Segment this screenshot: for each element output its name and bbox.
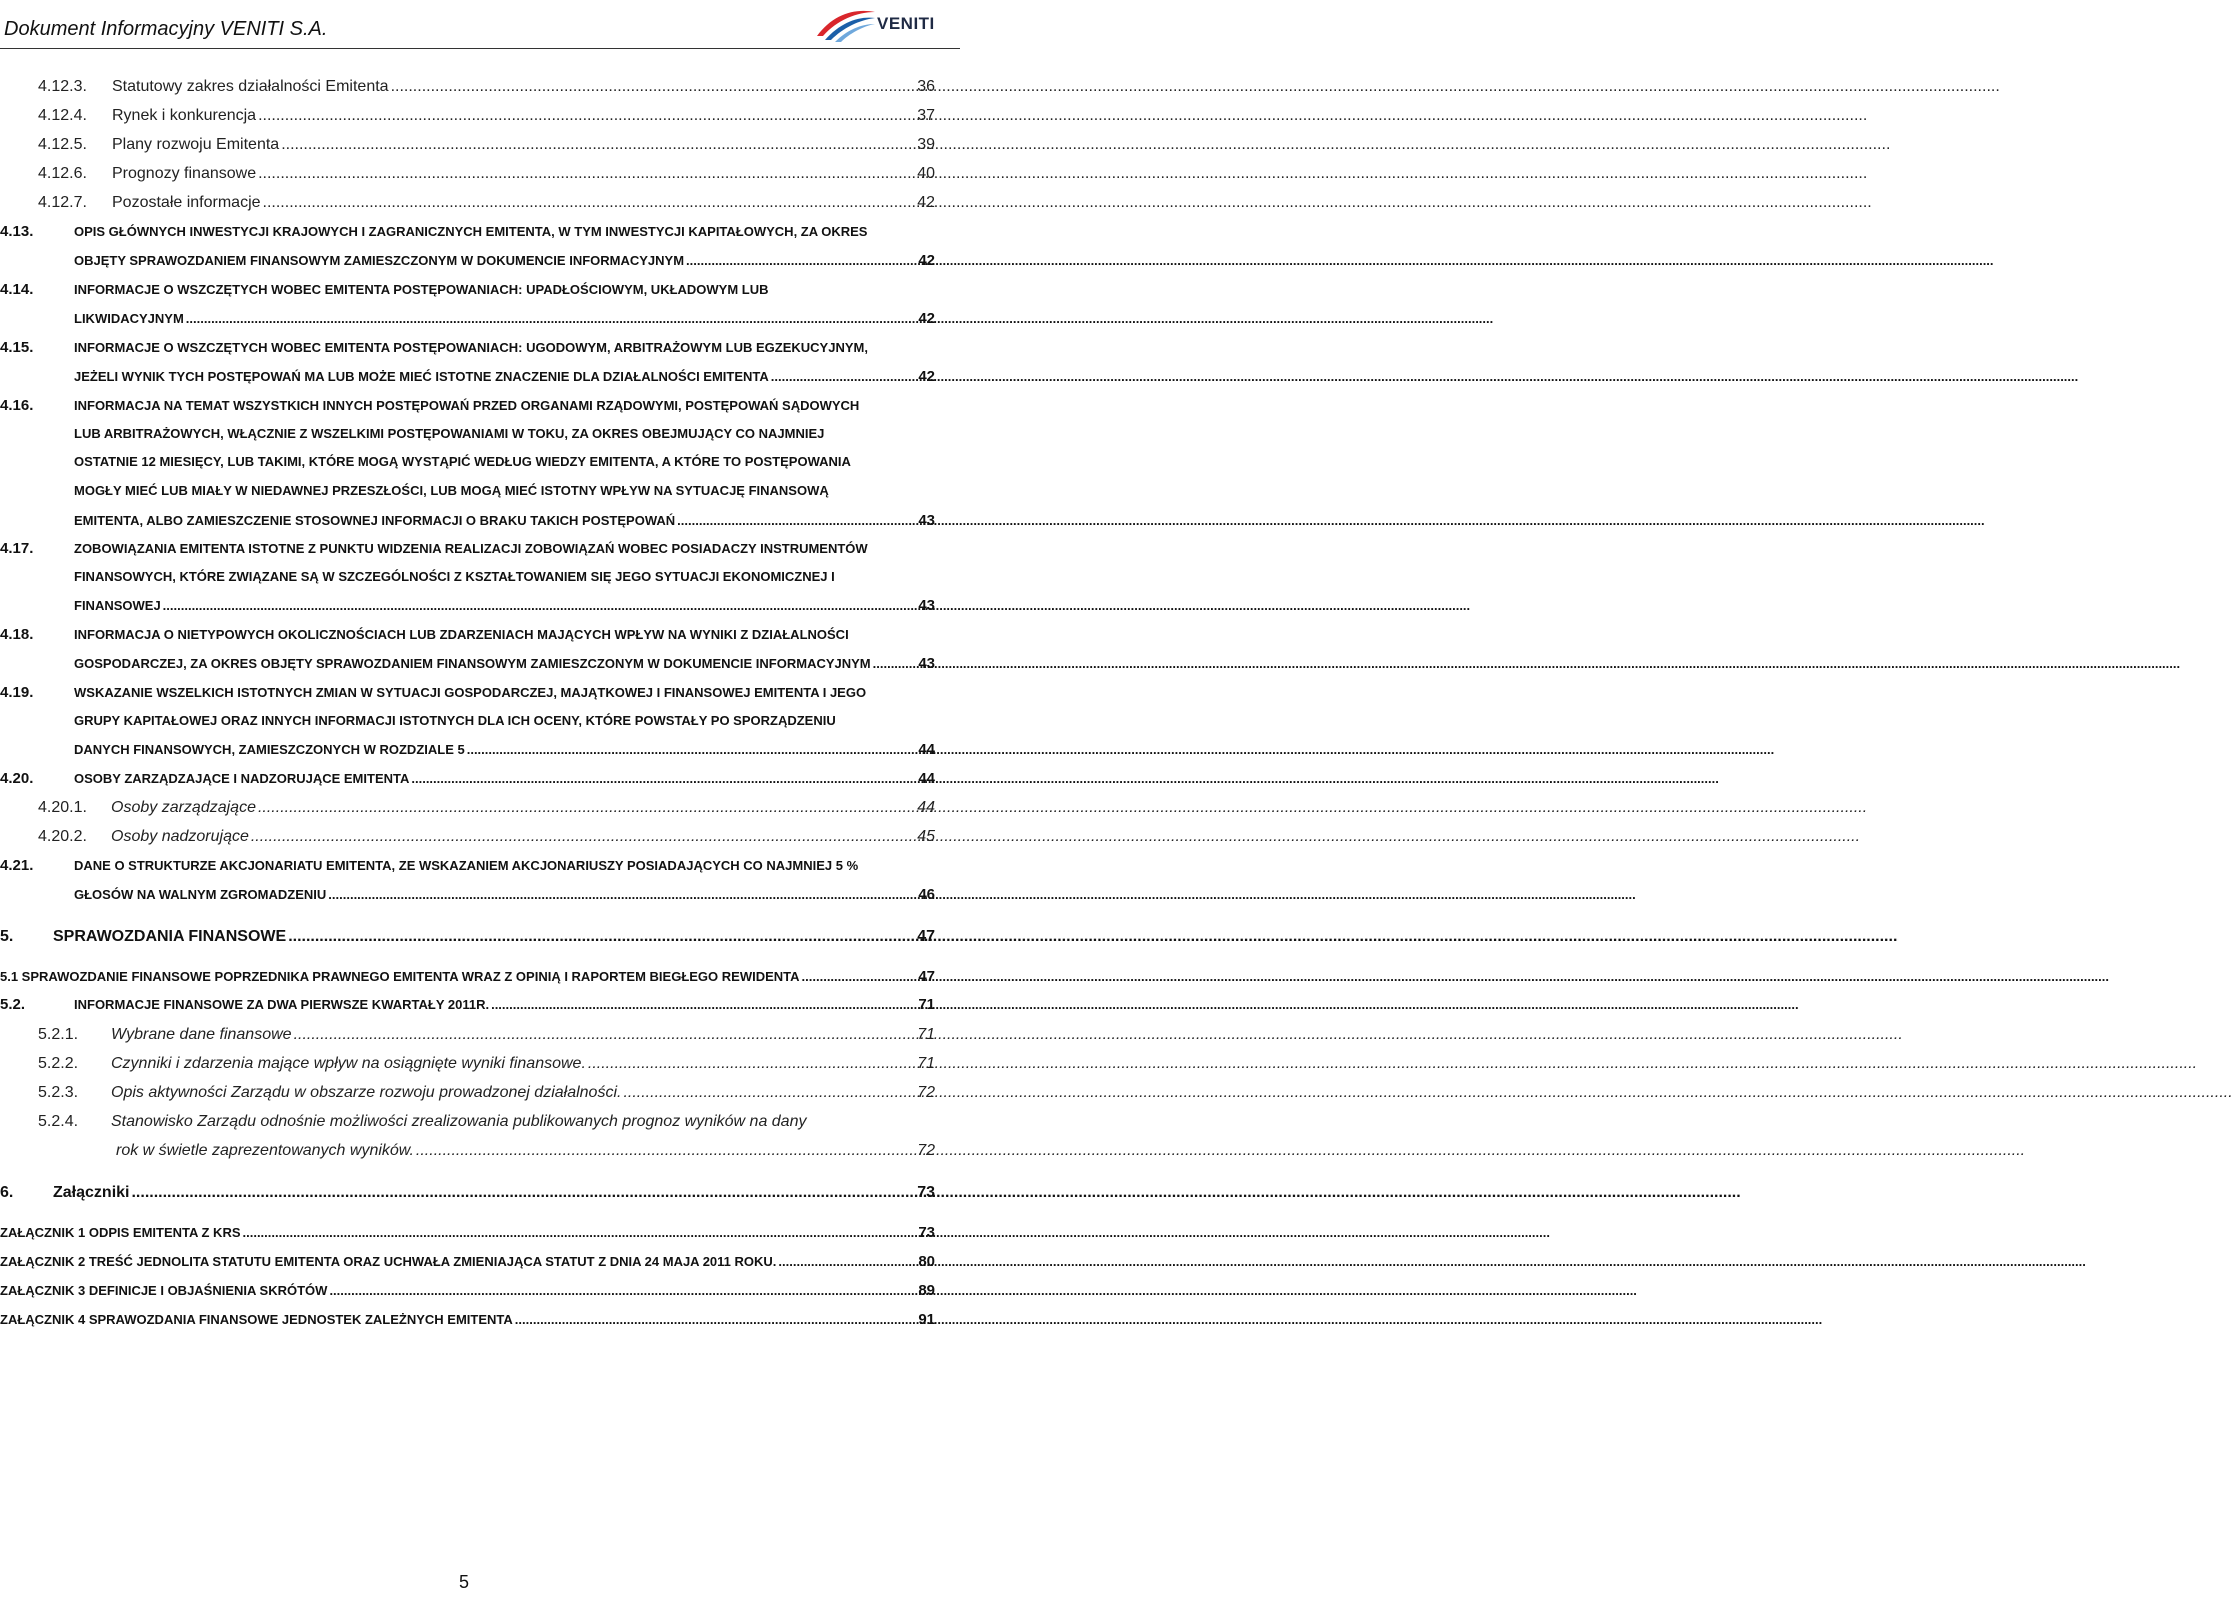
toc-leader-dots <box>251 828 915 846</box>
toc-leader-dots <box>623 1084 915 1102</box>
toc-entry-title: OSOBY ZARZĄDZAJĄCE I NADZORUJĄCE EMITENTA <box>74 771 410 786</box>
toc-entry[interactable] <box>0 339 935 356</box>
toc-entry-continuation[interactable] <box>74 713 935 728</box>
toc-page-number: 46 <box>918 886 935 903</box>
toc-entry-title: Wybrane dane finansowe <box>111 1026 292 1043</box>
toc-entry-number: 4.13. <box>0 223 34 240</box>
toc-leader-dots <box>329 1283 916 1298</box>
toc-entry-number: 4.20.2. <box>38 828 87 845</box>
toc-entry-title: Stanowisko Zarządu odnośnie możliwości zrealizowania publikowanych prognoz wyników na dany <box>111 1113 807 1130</box>
toc-entry[interactable] <box>0 281 935 298</box>
toc-entry-title: Czynniki i zdarzenia mające wpływ na osiągnięte wyniki finansowe. <box>111 1055 586 1072</box>
toc-entry-continuation[interactable] <box>74 483 935 498</box>
toc-leader-dots <box>258 107 915 125</box>
toc-page-number: 47 <box>917 928 935 945</box>
toc-leader-dots <box>186 311 917 326</box>
toc-entry-number: 5.2.1. <box>38 1026 79 1043</box>
toc-entry-title: MOGŁY MIEĆ LUB MIAŁY W NIEDAWNEJ PRZESZŁOŚCI, LUB MOGĄ MIEĆ ISTOTNY WPŁYW NA SYTUACJĘ FINANSOWĄ <box>74 483 829 499</box>
toc-entry-title: EMITENTA, ALBO ZAMIESZCZENIE STOSOWNEJ INFORMACJI O BRAKU TAKICH POSTĘPOWAŃ <box>74 512 676 528</box>
logo-wordmark: VENITI <box>877 14 935 33</box>
toc-entry-title: INFORMACJE O WSZCZĘTYCH WOBEC EMITENTA POSTĘPOWANIACH: UGODOWYM, ARBITRAŻOWYM LUB EGZEKUCYJNYM, <box>74 340 868 355</box>
toc-entry-continuation[interactable] <box>74 655 935 672</box>
toc-leader-dots <box>391 78 916 96</box>
toc-entry-number: 5.2. <box>0 996 26 1013</box>
toc-entry[interactable] <box>0 1311 935 1328</box>
toc-entry[interactable] <box>0 223 935 240</box>
toc-entry-title: JEŻELI WYNIK TYCH POSTĘPOWAŃ MA LUB MOŻE MIEĆ ISTOTNE ZNACZENIE DLA DZIAŁALNOŚCI EMITENTA <box>74 369 769 384</box>
toc-entry-number: 4.20. <box>0 770 34 787</box>
toc-page-number: 45 <box>917 828 935 845</box>
toc-leader-dots <box>771 369 917 384</box>
page-number: 5 <box>459 1572 470 1592</box>
toc-page-number: 71 <box>917 1026 935 1043</box>
toc-leader-dots <box>258 165 915 183</box>
toc-entry[interactable] <box>38 136 935 154</box>
toc-entry-number: 4.12.3. <box>38 78 87 95</box>
toc-entry[interactable] <box>0 1253 935 1270</box>
toc-entry-title: Rynek i konkurencja <box>112 107 257 124</box>
logo-swoosh-icon <box>815 6 877 44</box>
toc-entry-title: Osoby zarządzające <box>111 799 256 816</box>
toc-entry-title: SPRAWOZDANIA FINANSOWE <box>53 928 287 945</box>
header-divider <box>0 48 960 49</box>
toc-page-number: 72 <box>917 1142 935 1159</box>
toc-entry-number: 4.12.7. <box>38 194 87 211</box>
toc-entry-title: Statutowy zakres działalności Emitenta <box>112 78 389 95</box>
toc-entry-number: 5.2.2. <box>38 1055 79 1072</box>
toc-leader-dots <box>294 1026 916 1044</box>
toc-page-number: 42 <box>917 194 935 211</box>
toc-page-number: 42 <box>918 252 935 269</box>
toc-entry-number: 4.14. <box>0 281 34 298</box>
toc-entry-continuation[interactable] <box>116 1142 935 1160</box>
toc-page-number: 44 <box>918 770 935 787</box>
toc-entry-number: 4.20.1. <box>38 799 87 816</box>
toc-leader-dots <box>778 1254 916 1269</box>
toc-entry-number: 4.12.4. <box>38 107 87 124</box>
toc-leader-dots <box>515 1312 917 1327</box>
toc-page-number: 36 <box>917 78 935 95</box>
toc-leader-dots <box>677 513 916 528</box>
toc-leader-dots <box>588 1055 915 1073</box>
toc-entry-number: 4.21. <box>0 857 34 874</box>
toc-entry-number: 5.2.4. <box>38 1113 79 1130</box>
toc-entry[interactable] <box>0 968 935 985</box>
toc-page-number: 72 <box>917 1084 935 1101</box>
toc-entry-number: 5.2.3. <box>38 1084 79 1101</box>
toc-entry-title: OSTATNIE 12 MIESIĘCY, LUB TAKIMI, KTÓRE MOGĄ WYSTĄPIĆ WEDŁUG WIEDZY EMITENTA, A KTÓRE TO POSTĘPOWANIA <box>74 454 851 470</box>
toc-entry-title: INFORMACJA O NIETYPOWYCH OKOLICZNOŚCIACH LUB ZDARZENIACH MAJĄCYCH WPŁYW NA WYNIKI Z DZIAŁALNOŚCI <box>74 627 849 642</box>
toc-entry[interactable] <box>38 165 935 183</box>
toc-page-number: 80 <box>918 1253 935 1270</box>
toc-leader-dots <box>416 1142 915 1160</box>
toc-entry-title: ZOBOWIĄZANIA EMITENTA ISTOTNE Z PUNKTU WIDZENIA REALIZACJI ZOBOWIĄZAŃ WOBEC POSIADACZY INSTRUMENTÓW <box>74 541 868 556</box>
toc-entry[interactable] <box>0 397 935 414</box>
toc-leader-dots <box>411 771 916 786</box>
toc-page-number: 89 <box>918 1282 935 1299</box>
toc-entry-continuation[interactable] <box>74 597 935 614</box>
toc-entry-title: Plany rozwoju Emitenta <box>112 136 280 153</box>
toc-leader-dots <box>467 742 917 757</box>
document-header <box>0 0 960 50</box>
toc-page-number: 37 <box>917 107 935 124</box>
toc-leader-dots <box>258 799 915 817</box>
toc-entry[interactable] <box>38 1026 935 1044</box>
toc-entry[interactable] <box>0 684 935 701</box>
toc-entry-title: GŁOSÓW NA WALNYM ZGROMADZENIU <box>74 887 327 902</box>
toc-entry-number: 4.15. <box>0 339 34 356</box>
toc-entry[interactable] <box>38 78 935 96</box>
toc-entry[interactable] <box>38 1113 935 1131</box>
toc-entry[interactable] <box>0 1224 935 1241</box>
toc-entry-title: ZAŁĄCZNIK 1 ODPIS EMITENTA Z KRS <box>0 1225 241 1240</box>
toc-page-number: 43 <box>918 511 935 529</box>
toc-page-number: 47 <box>918 968 935 985</box>
toc-entry-number: 6. <box>0 1184 14 1201</box>
toc-entry-title: FINANSOWYCH, KTÓRE ZWIĄZANE SĄ W SZCZEGÓLNOŚCI Z KSZTAŁTOWANIEM SIĘ JEGO SYTUACJI EKONOMICZNEJ I <box>74 568 835 584</box>
toc-entry[interactable] <box>0 1184 935 1202</box>
toc-entry-title: Załączniki <box>53 1184 130 1201</box>
toc-page-number: 91 <box>918 1311 935 1328</box>
toc-entry-title: DANYCH FINANSOWYCH, ZAMIESZCZONYCH W ROZDZIALE 5 <box>74 742 465 758</box>
toc-entry[interactable] <box>38 1084 935 1102</box>
toc-page-number: 43 <box>918 655 935 672</box>
toc-entry[interactable] <box>0 770 935 787</box>
toc-entry-title: ZAŁĄCZNIK 3 DEFINICJE I OBJAŚNIENIA SKRÓTÓW <box>0 1283 328 1298</box>
toc-entry[interactable] <box>0 540 935 557</box>
toc-entry[interactable] <box>0 857 935 874</box>
toc-entry-title: rok w świetle zaprezentowanych wyników. <box>116 1142 414 1159</box>
toc-leader-dots <box>873 656 917 671</box>
toc-entry-title: 5.1 SPRAWOZDANIE FINANSOWE POPRZEDNIKA PRAWNEGO EMITENTA WRAZ Z OPINIĄ I RAPORTEM BIEGŁEGO REWIDENTA <box>0 969 800 984</box>
toc-entry-title: Prognozy finansowe <box>112 165 257 182</box>
toc-entry-title: Pozostałe informacje <box>112 194 261 211</box>
toc-entry-title: Opis aktywności Zarządu w obszarze rozwoju prowadzonej działalności. <box>111 1084 622 1101</box>
toc-entry-continuation[interactable] <box>74 310 935 327</box>
toc-entry-title: WSKAZANIE WSZELKICH ISTOTNYCH ZMIAN W SYTUACJI GOSPODARCZEJ, MAJĄTKOWEJ I FINANSOWEJ EMITENTA I JEGO <box>74 685 867 700</box>
toc-page-number: 42 <box>918 368 935 385</box>
toc-entry[interactable] <box>0 928 935 946</box>
toc-entry-title: GRUPY KAPITAŁOWEJ ORAZ INNYCH INFORMACJI ISTOTNYCH DLA ICH OCENY, KTÓRE POWSTAŁY PO SPORZĄDZENIU <box>74 712 836 728</box>
toc-entry-title: ZAŁĄCZNIK 4 SPRAWOZDANIA FINANSOWE JEDNOSTEK ZALEŻNYCH EMITENTA <box>0 1312 513 1327</box>
toc-entry[interactable] <box>38 828 935 846</box>
toc-page-number: 42 <box>918 310 935 327</box>
toc-entry[interactable] <box>0 996 935 1013</box>
toc-entry-title: DANE O STRUKTURZE AKCJONARIATU EMITENTA, ZE WSKAZANIEM AKCJONARIUSZY POSIADAJĄCYCH CO NAJMNIEJ 5 % <box>74 858 859 873</box>
toc-entry-title: LUB ARBITRAŻOWYCH, WŁĄCZNIE Z WSZELKIMI POSTĘPOWANIAMI W TOKU, ZA OKRES OBEJMUJĄCY CO NAJMNIEJ <box>74 425 825 441</box>
toc-page-number: 43 <box>918 597 935 615</box>
toc-entry-number: 4.18. <box>0 626 34 643</box>
toc-page-number: 71 <box>917 1055 935 1072</box>
toc-entry-continuation[interactable] <box>74 368 935 385</box>
toc-entry-title: INFORMACJE O WSZCZĘTYCH WOBEC EMITENTA POSTĘPOWANIACH: UPADŁOŚCIOWYM, UKŁADOWYM LUB <box>74 282 769 297</box>
toc-leader-dots <box>686 253 916 268</box>
toc-entry-continuation[interactable] <box>74 886 935 903</box>
toc-entry-number: 5. <box>0 928 14 945</box>
toc-leader-dots <box>328 887 916 902</box>
toc-leader-dots <box>263 194 916 212</box>
toc-entry-continuation[interactable] <box>74 252 935 269</box>
toc-page-number: 39 <box>917 136 935 153</box>
toc-page-number: 44 <box>917 799 935 816</box>
toc-entry-number: 4.12.5. <box>38 136 87 153</box>
toc-leader-dots <box>281 136 915 154</box>
document-title: Dokument Informacyjny VENITI S.A. <box>4 18 328 40</box>
toc-entry-number: 4.12.6. <box>38 165 87 182</box>
toc-entry[interactable] <box>38 194 935 212</box>
toc-entry-continuation[interactable] <box>74 512 935 529</box>
toc-page-number: 73 <box>918 1224 935 1241</box>
toc-entry-continuation[interactable] <box>74 454 935 469</box>
toc-entry[interactable] <box>0 1282 935 1299</box>
toc-entry-title: INFORMACJA NA TEMAT WSZYSTKICH INNYCH POSTĘPOWAŃ PRZED ORGANAMI RZĄDOWYMI, POSTĘPOWAŃ SĄDOWYCH <box>74 398 860 413</box>
toc-page-number: 73 <box>917 1184 935 1201</box>
toc-entry-title: INFORMACJE FINANSOWE ZA DWA PIERWSZE KWARTAŁY 2011R. <box>74 997 490 1012</box>
toc-entry-title: Osoby nadzorujące <box>111 828 249 845</box>
toc-leader-dots <box>802 969 917 984</box>
toc-entry-number: 4.19. <box>0 684 34 701</box>
toc-entry-title: ZAŁĄCZNIK 2 TREŚĆ JEDNOLITA STATUTU EMITENTA ORAZ UCHWAŁA ZMIENIAJĄCA STATUT Z DNIA 24 MAJA 2011 ROKU. <box>0 1254 777 1269</box>
toc-entry[interactable] <box>38 107 935 125</box>
toc-entry-title: GOSPODARCZEJ, ZA OKRES OBJĘTY SPRAWOZDANIEM FINANSOWYM ZAMIESZCZONYM W DOKUMENCIE INFORMACYJNYM <box>74 656 871 671</box>
toc-page-number: 71 <box>918 996 935 1013</box>
toc-page-number: 44 <box>918 741 935 759</box>
toc-entry[interactable] <box>38 799 935 817</box>
toc-entry-continuation[interactable] <box>74 569 935 584</box>
toc-leader-dots <box>491 997 916 1012</box>
toc-entry-title: LIKWIDACYJNYM <box>74 311 184 326</box>
toc-entry[interactable] <box>0 626 935 643</box>
toc-entry-number: 4.16. <box>0 397 34 414</box>
toc-entry-title: OPIS GŁÓWNYCH INWESTYCJI KRAJOWYCH I ZAGRANICZNYCH EMITENTA, W TYM INWESTYCJI KAPITAŁOWYCH, ZA OKRES <box>74 224 868 239</box>
toc-entry-title: OBJĘTY SPRAWOZDANIEM FINANSOWYM ZAMIESZCZONYM W DOKUMENCIE INFORMACYJNYM <box>74 253 685 268</box>
toc-entry-continuation[interactable] <box>74 426 935 441</box>
toc-leader-dots <box>163 598 917 613</box>
toc-page-number: 40 <box>917 165 935 182</box>
toc-entry-title: FINANSOWEJ <box>74 598 161 614</box>
toc-entry-number: 4.17. <box>0 540 34 557</box>
toc-leader-dots <box>288 928 915 946</box>
veniti-logo <box>815 6 955 44</box>
toc-leader-dots <box>243 1225 917 1240</box>
toc-entry[interactable] <box>38 1055 935 1073</box>
toc-leader-dots <box>131 1184 915 1202</box>
toc-entry-continuation[interactable] <box>74 741 935 758</box>
